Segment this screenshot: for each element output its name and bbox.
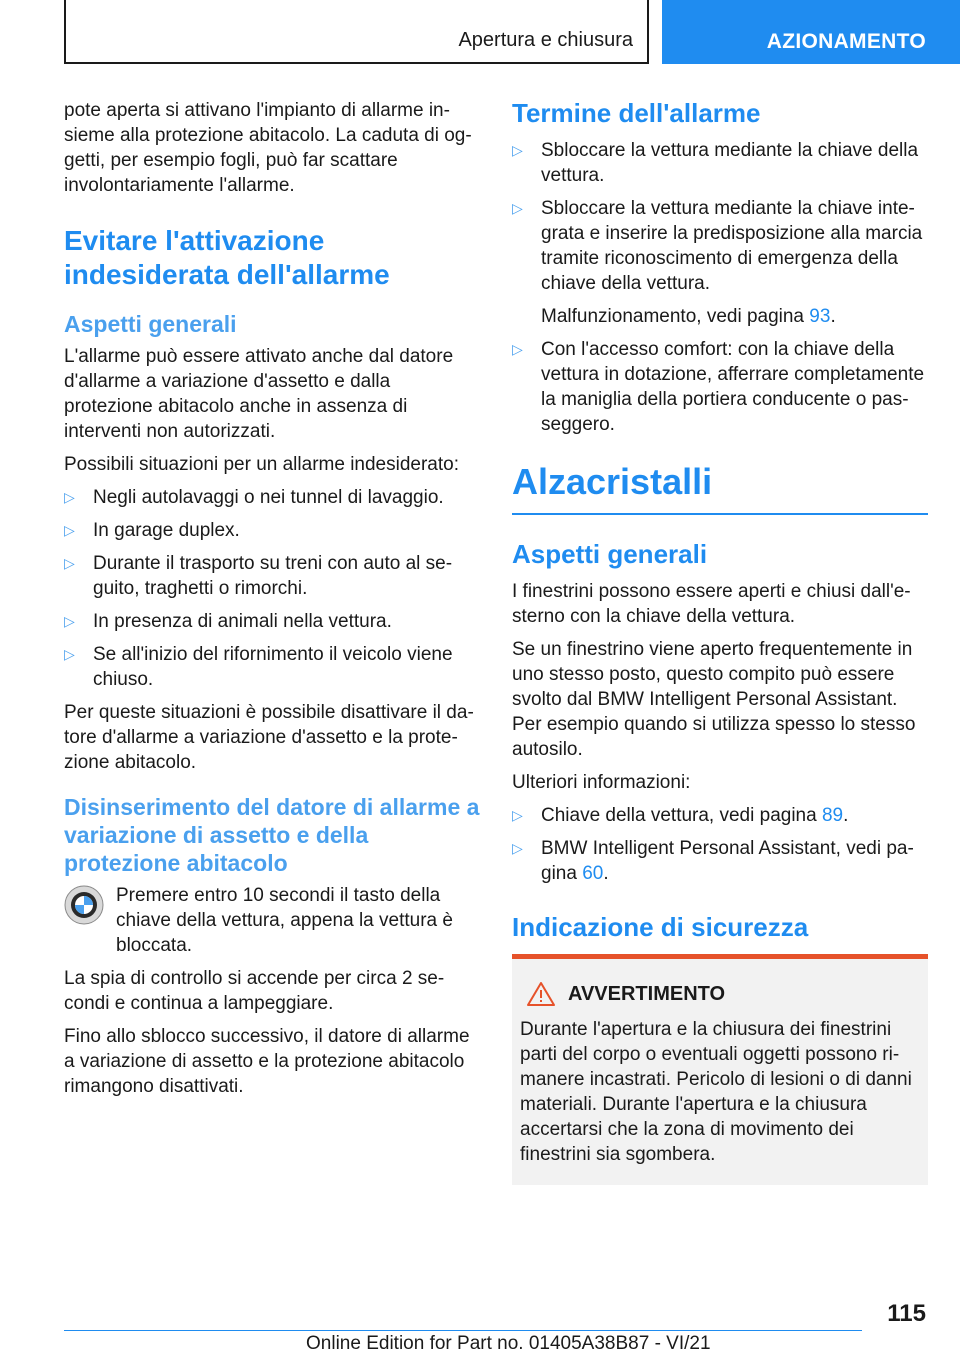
footer-divider xyxy=(64,1330,862,1331)
header-chapter-title: AZIONAMENTO xyxy=(766,30,926,53)
window-paragraph-1: I finestrini possono essere aperti e chiusi dall'esterno con la chiave della vettura. xyxy=(512,581,911,627)
list-item: ▷ Con l'accesso comfort: con la chiave della vettura in dotazione, afferrare completamente la maniglia della portiera conducente o passeggero. xyxy=(512,339,925,435)
bullet-icon: ▷ xyxy=(512,341,523,357)
general-paragraph: L'allarme può essere attivato anche dal datore d'allarme a variazione d'assetto e dalla protezione abitacolo anche in assenza di interventi non autorizzati. xyxy=(64,346,454,442)
header-section-title: Apertura e chiusura xyxy=(458,29,633,51)
list-item: ▷ Sbloccare la vettura mediante la chiave integrata e inserire la predisposizione alla marcia tramite riconoscimento di emergenza della chiave della vettura. Malfunzionamento, vedi pagina 93. xyxy=(512,196,928,329)
header-section-box xyxy=(64,0,649,64)
heading-general-right: Aspetti generali xyxy=(512,539,708,569)
chapter-title: Alzacristalli xyxy=(512,461,928,515)
bmw-key-icon xyxy=(64,885,104,925)
list-item: ▷ Chiave della vettura, vedi pagina 89. xyxy=(512,805,849,826)
malfunction-line: Malfunzionamento, vedi pagina 93. xyxy=(541,306,836,327)
end-alarm-list xyxy=(512,138,928,437)
list-item: ▷ Durante il trasporto su treni con auto al seguito, traghetti o rimorchi. xyxy=(64,553,453,599)
more-info-paragraph: Ulteriori informazioni: xyxy=(512,772,691,793)
bullet-icon: ▷ xyxy=(64,522,75,538)
page-number: 115 xyxy=(887,1300,926,1327)
footer-edition: Online Edition for Part no. 01405A38B87 - VI/21 xyxy=(306,1333,711,1354)
warning-text: Durante l'apertura e la chiusura dei finestrini parti del corpo o eventuali oggetti possono rimanere incastrati. Pericolo di lesioni o di danni materiali. Durante l'apertura e la chiusura accertarsi che la zona di movimento dei finestrini sia sgombera. xyxy=(520,1019,912,1165)
left-column xyxy=(64,98,480,1107)
list-item: ▷ BMW Intelligent Personal Assistant, vedi pagina 60. xyxy=(512,838,914,884)
page-link-89[interactable]: 89 xyxy=(821,805,844,826)
more-info-list xyxy=(512,803,928,886)
press-paragraph: Premere entro 10 secondi il tasto della chiave della vettura, appena la vettura è bloccata. xyxy=(64,883,480,958)
warning-triangle-icon xyxy=(526,981,556,1007)
list-item: ▷ In presenza di animali nella vettura. xyxy=(64,611,392,632)
bullet-icon: ▷ xyxy=(64,646,75,662)
heading-general-left: Aspetti generali xyxy=(64,311,237,337)
bullet-icon: ▷ xyxy=(512,807,523,823)
heading-end-alarm: Termine dell'allarme xyxy=(512,98,761,128)
list-item: ▷ Se all'inizio del rifornimento il veicolo viene chiuso. xyxy=(64,644,453,690)
list-item: ▷ In garage duplex. xyxy=(64,520,240,541)
light-paragraph: La spia di controllo si accende per circa 2 secondi e continua a lampeggiare. xyxy=(64,968,445,1014)
window-paragraph-2: Se un finestrino viene aperto frequentemente in uno stesso posto, questo compito può essere svolto dal BMW Intelligent Personal Assistant. Per esempio quando si utilizza spesso lo stesso autosilo. xyxy=(512,639,916,760)
intro-paragraph: pote aperta si attivano l'impianto di allarme insieme alla protezione abitacolo. La caduta di oggetti, per esempio fogli, può far scattare involontariamente l'allarme. xyxy=(64,100,472,196)
warning-title: AVVERTIMENTO xyxy=(520,981,920,1007)
right-column xyxy=(512,98,928,1185)
bullet-icon: ▷ xyxy=(64,489,75,505)
bullet-icon: ▷ xyxy=(512,142,523,158)
situations-paragraph: Possibili situazioni per un allarme indesiderato: xyxy=(64,454,459,475)
bullet-icon: ▷ xyxy=(64,555,75,571)
bullet-icon: ▷ xyxy=(512,840,523,856)
bullet-icon: ▷ xyxy=(64,613,75,629)
heading-avoid-alarm: Evitare l'attivazione indesiderata dell'allarme xyxy=(64,225,390,290)
list-item: ▷ Negli autolavaggi o nei tunnel di lavaggio. xyxy=(64,487,444,508)
situations-list xyxy=(64,485,480,692)
list-item: ▷ Sbloccare la vettura mediante la chiave della vettura. xyxy=(512,140,919,186)
deactivate-paragraph: Per queste situazioni è possibile disattivare il datore d'allarme a variazione d'assetto e la protezione abitacolo. xyxy=(64,702,474,773)
until-paragraph: Fino allo sblocco successivo, il datore di allarme a variazione di assetto e la protezione abitacolo rimangono disattivati. xyxy=(64,1026,470,1097)
page-link-60[interactable]: 60 xyxy=(582,863,604,884)
header-chapter-box xyxy=(662,0,960,64)
page-link-93[interactable]: 93 xyxy=(809,306,831,327)
heading-disable: Disinserimento del datore di allarme a variazione di assetto e della protezione abitacolo xyxy=(64,794,480,876)
warning-box xyxy=(512,954,928,1185)
bullet-icon: ▷ xyxy=(512,200,523,216)
heading-safety: Indicazione di sicurezza xyxy=(512,912,809,942)
